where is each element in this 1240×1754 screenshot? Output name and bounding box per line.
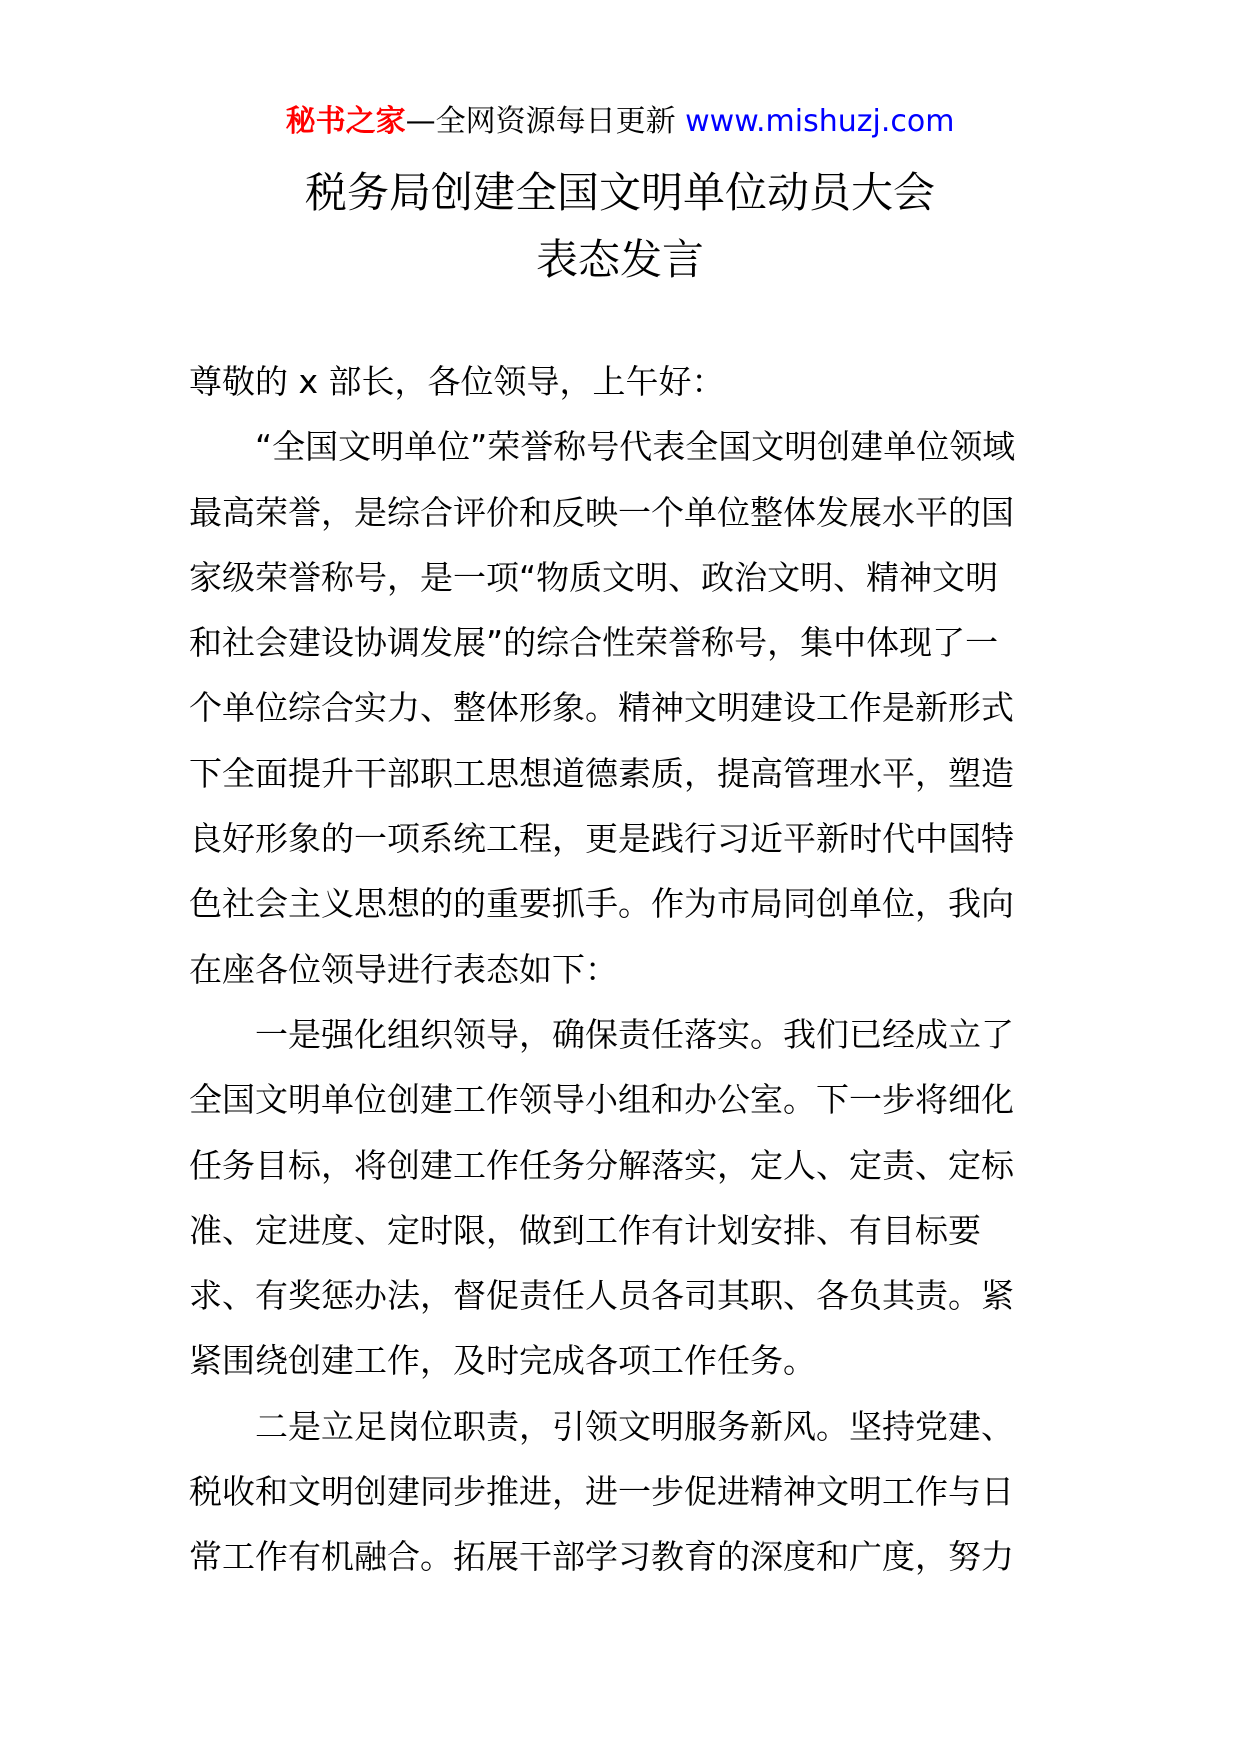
body-line: 求、有奖惩办法，督促责任人员各司其职、各负其责。紧 <box>189 1276 1014 1316</box>
document-title-line-1: 税务局创建全国文明单位动员大会 <box>304 168 935 217</box>
site-brand: 秘书之家 <box>285 104 406 139</box>
salutation-line: 尊敬的 x 部长，各位领导，上午好： <box>189 362 725 401</box>
body-line: 全国文明单位创建工作领导小组和办公室。下一步将细化 <box>189 1080 1014 1120</box>
body-line: 家级荣誉称号，是一项“物质文明、政治文明、精神文明 <box>189 557 999 597</box>
body-line: 在座各位领导进行表态如下： <box>189 949 618 989</box>
site-tagline: —全网资源每日更新 <box>405 104 686 139</box>
body-line: 二是立足岗位职责，引领文明服务新风。坚持党建、 <box>255 1406 1014 1446</box>
body-line: 色社会主义思想的的重要抓手。作为市局同创单位，我向 <box>189 884 1014 924</box>
body-line: 下全面提升干部职工思想道德素质，提高管理水平，塑造 <box>189 753 1014 793</box>
site-header <box>0 102 1240 142</box>
body-line: 税收和文明创建同步推进，进一步促进精神文明工作与日 <box>189 1472 1014 1512</box>
site-url-link[interactable]: www.mishuzj.com <box>685 104 955 139</box>
body-line: 紧围绕创建工作，及时完成各项工作任务。 <box>189 1341 816 1381</box>
body-line: 常工作有机融合。拓展干部学习教育的深度和广度，努力 <box>189 1537 1014 1577</box>
body-line: 良好形象的一项系统工程，更是践行习近平新时代中国特 <box>189 819 1014 859</box>
document-body <box>189 361 1059 1602</box>
body-line: 个单位综合实力、整体形象。精神文明建设工作是新形式 <box>189 688 1014 728</box>
body-line: 一是强化组织领导，确保责任落实。我们已经成立了 <box>255 1014 1014 1054</box>
body-line: 最高荣誉，是综合评价和反映一个单位整体发展水平的国 <box>189 492 1014 532</box>
body-line: “全国文明单位”荣誉称号代表全国文明创建单位领域 <box>255 427 1016 467</box>
document-title-line-2: 表态发言 <box>535 235 704 284</box>
body-line: 准、定进度、定时限，做到工作有计划安排、有目标要 <box>189 1210 981 1250</box>
body-line: 任务目标，将创建工作任务分解落实，定人、定责、定标 <box>189 1145 1014 1185</box>
body-line: 和社会建设协调发展”的综合性荣誉称号，集中体现了一 <box>189 623 999 663</box>
